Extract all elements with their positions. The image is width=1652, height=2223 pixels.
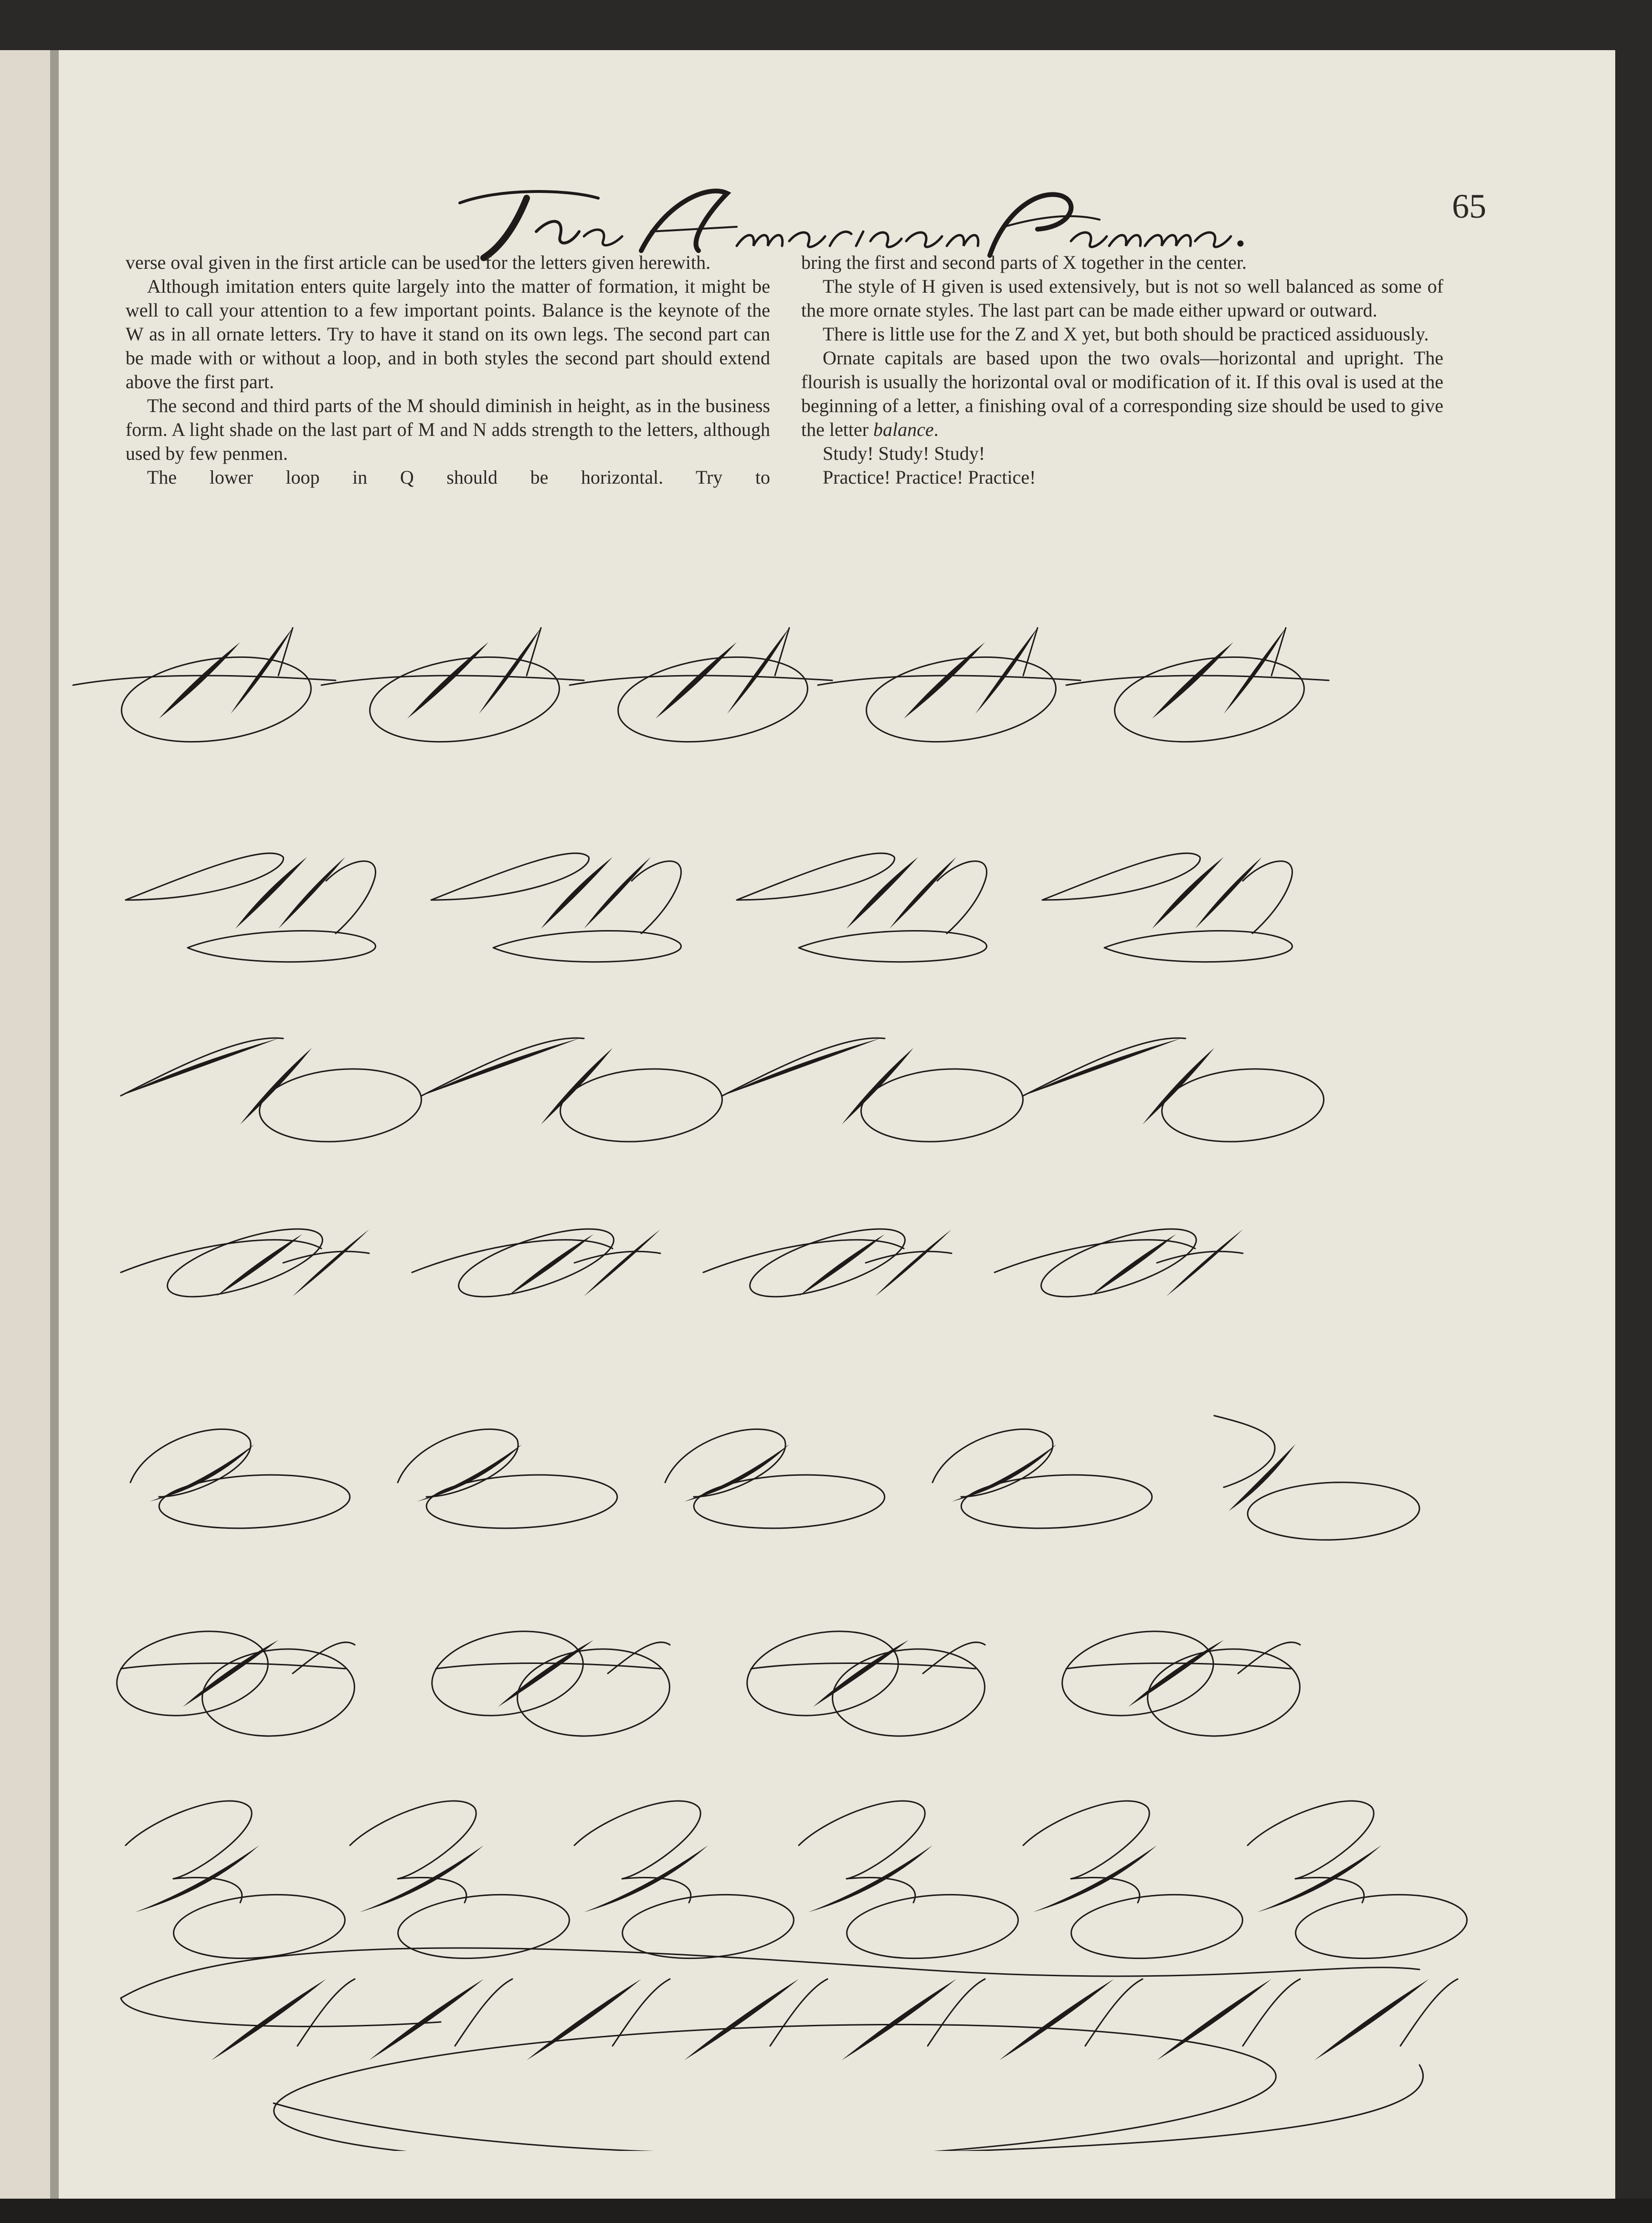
chain-hairline (455, 1979, 512, 2046)
chain-shade-stroke (684, 1979, 799, 2060)
z-lower-oval (395, 1888, 572, 1965)
h-crossbar (1157, 1251, 1243, 1263)
w-oval (861, 646, 1061, 753)
q-shade-stroke (417, 1444, 522, 1502)
x-right-oval (828, 1642, 989, 1743)
paragraph-text: Ornate capitals are based upon the two ovals—horizontal and upright. The flourish is usually the horizontal oval or modification of it. If this oval is used at the beginning of a letter, a finishing oval of a corresponding size should be used to give the letter (801, 347, 1443, 440)
z-top-stroke (126, 1801, 252, 1879)
w-oval (116, 646, 317, 753)
w-hairline (1023, 628, 1038, 676)
z-top-stroke (574, 1801, 700, 1879)
z-lower-oval (171, 1888, 348, 1965)
m-shade-stroke (584, 857, 651, 929)
w-shade-stroke (159, 642, 240, 719)
w-shade-stroke (231, 628, 293, 714)
m-flourish (737, 853, 895, 900)
q-lower-loop (692, 1471, 886, 1533)
h-shade-stroke (875, 1229, 952, 1296)
n-shade-stroke (541, 1048, 613, 1124)
z-lower-oval (844, 1888, 1021, 1965)
n-oval (557, 1062, 725, 1148)
q-lower-loop (425, 1471, 618, 1533)
chain-hairline (928, 1979, 985, 2046)
w-oval (1109, 646, 1310, 753)
paragraph: bring the first and second parts of X together in the center. (801, 252, 1247, 273)
m-flourish (431, 853, 589, 900)
n-shade-stroke (722, 1038, 880, 1096)
w-shade-stroke (656, 642, 737, 719)
page-shadow-right (1615, 50, 1652, 2199)
z-top-stroke (1023, 1801, 1149, 1879)
z-top-stroke (350, 1801, 476, 1879)
q-shade-stroke (952, 1444, 1057, 1502)
h-flourish (995, 1240, 1195, 1272)
chain-shade-stroke (212, 1979, 326, 2060)
m-flourish (1042, 853, 1200, 900)
chain-hairline (1400, 1979, 1458, 2046)
x-right-oval (198, 1642, 359, 1743)
book-gutter (50, 50, 59, 2199)
w-shade-stroke (407, 642, 488, 719)
x-shade-stroke (1128, 1640, 1224, 1707)
h-crossbar (574, 1251, 660, 1263)
facing-page-edge (0, 50, 50, 2199)
chain-hairline (770, 1979, 827, 2046)
paragraph: verse oval given in the first article can be used for the letters given herewith. (126, 252, 711, 273)
n-shade-stroke (1143, 1048, 1214, 1124)
w-hairline (1271, 628, 1286, 676)
q-shade-stroke (684, 1444, 789, 1502)
n-oval (256, 1062, 424, 1148)
article-column-left (126, 251, 770, 489)
m-lower-oval (799, 931, 987, 962)
x-left-oval (425, 1620, 590, 1727)
h-flourish (703, 1240, 904, 1272)
w-oval (364, 646, 565, 753)
n-shade-stroke (121, 1038, 278, 1096)
z-top-stroke (799, 1801, 925, 1879)
m-hairline (632, 861, 681, 933)
page-number: 65 (1452, 187, 1486, 225)
m-shade-stroke (1152, 857, 1224, 929)
x-left-oval (1056, 1620, 1220, 1727)
w-shade-stroke (904, 642, 985, 719)
n-shade-stroke (240, 1048, 312, 1124)
paragraph: The second and third parts of the M should diminish in height, as in the business form. A light shade on the last part of M and N adds strength to the letters, although used by few penmen. (126, 395, 770, 464)
page-shadow-bottom (0, 2199, 1652, 2223)
paragraph (801, 346, 1443, 442)
w-shade-stroke (1152, 642, 1233, 719)
paragraph-end: . (933, 419, 939, 440)
w-shade-stroke (975, 628, 1038, 714)
paragraph: The style of H given is used extensively, but is not so well balanced as some of the more ornate styles. The last part can be made either upward or outward. (801, 275, 1443, 321)
m-shade-stroke (235, 857, 307, 929)
x-left-oval (741, 1620, 905, 1727)
q-lower-loop (158, 1471, 351, 1533)
chain-shade-stroke (999, 1979, 1114, 2060)
h-shade-stroke (584, 1229, 660, 1296)
h-flourish (412, 1240, 613, 1272)
chain-shade-stroke (1314, 1979, 1429, 2060)
w-shade-stroke (479, 628, 541, 714)
chain-hairline (1085, 1979, 1143, 2046)
z-lower-oval (1293, 1888, 1470, 1965)
q-shade-stroke (149, 1444, 254, 1502)
m-lower-oval (188, 931, 376, 962)
n-shade-stroke (1023, 1038, 1181, 1096)
emphasis-text: balance (873, 419, 934, 440)
m-shade-stroke (890, 857, 956, 929)
z-lower-oval (1069, 1888, 1245, 1965)
article-column-right (801, 251, 1443, 489)
m-lower-oval (493, 931, 681, 962)
w-hairline (775, 628, 789, 676)
x-right-oval (1143, 1642, 1304, 1743)
h-shade-stroke (1166, 1229, 1243, 1296)
m-hairline (1243, 861, 1292, 933)
study-line: Study! Study! Study! (823, 443, 985, 464)
n-oval (858, 1062, 1026, 1148)
m-shade-stroke (278, 857, 345, 929)
w-hairline (278, 628, 293, 676)
x-right-oval (513, 1642, 674, 1743)
h-oval (743, 1215, 912, 1311)
h-oval (1034, 1215, 1203, 1311)
h-shade-stroke (293, 1229, 369, 1296)
chain-shade-stroke (369, 1979, 484, 2060)
m-hairline (937, 861, 987, 933)
w-oval (613, 646, 813, 753)
m-flourish (126, 853, 284, 900)
n-shade-stroke (842, 1048, 913, 1124)
m-shade-stroke (541, 857, 613, 929)
chain-base-flourish (274, 2065, 1423, 2151)
chain-lower-oval (272, 2009, 1278, 2151)
x-left-oval (110, 1620, 275, 1727)
chain-top-flourish (121, 1948, 1419, 1998)
z-lower-oval (1247, 1480, 1420, 1543)
m-lower-oval (1104, 931, 1292, 962)
penmanship-specimens (59, 528, 1615, 2151)
q-lower-loop (960, 1471, 1153, 1533)
paragraph: There is little use for the Z and X yet, but both should be practiced assiduously. (823, 323, 1429, 345)
chain-hairline (1243, 1979, 1300, 2046)
z-top-stroke (1248, 1801, 1374, 1879)
m-hairline (326, 861, 376, 933)
h-oval (452, 1215, 621, 1311)
h-flourish (121, 1240, 321, 1272)
h-oval (160, 1215, 329, 1311)
n-oval (1159, 1062, 1327, 1148)
chain-hairline (297, 1979, 355, 2046)
h-crossbar (283, 1251, 369, 1263)
n-shade-stroke (422, 1038, 579, 1096)
x-shade-stroke (813, 1640, 909, 1707)
chain-shade-stroke (1157, 1979, 1271, 2060)
practice-line: Practice! Practice! Practice! (823, 466, 1036, 488)
m-shade-stroke (847, 857, 918, 929)
m-shade-stroke (1195, 857, 1262, 929)
x-shade-stroke (183, 1640, 278, 1707)
paragraph: The lower loop in Q should be horizontal. Try to (147, 466, 770, 488)
chain-shade-stroke (842, 1979, 956, 2060)
x-shade-stroke (498, 1640, 593, 1707)
w-shade-stroke (727, 628, 789, 714)
journal-page (59, 50, 1615, 2199)
h-crossbar (866, 1251, 952, 1263)
z-shade-stroke (1228, 1444, 1295, 1511)
chain-shade-stroke (527, 1979, 641, 2060)
ornamental-capitals-plate (59, 528, 1615, 2151)
paragraph: Although imitation enters quite largely into the matter of formation, it might be well to call your attention to a few important points. Balance is the keynote of the W as in all ornate letters. Try to have it stand on its own legs. The second part can be made with or without a loop, and in both styles the second part should extend above the first part. (126, 275, 770, 392)
w-shade-stroke (1224, 628, 1286, 714)
w-hairline (527, 628, 541, 676)
